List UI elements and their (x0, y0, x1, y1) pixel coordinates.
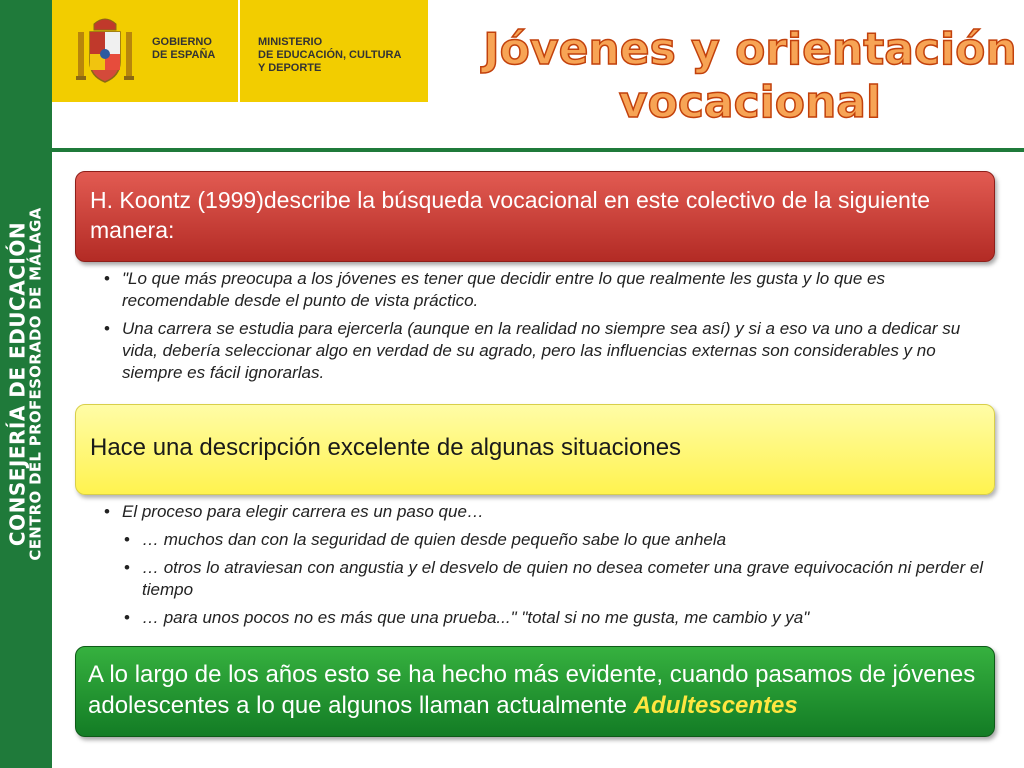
list-subitem: • … para unos pocos no es más que una prueba..." "total si no me gusta, me cambio y ya" (120, 607, 990, 629)
government-logo (52, 0, 428, 102)
list-subitem: • … otros lo atraviesan con angustia y el desvelo de quien no desea cometer una grave equivocación ni perder el tiempo (120, 557, 990, 601)
list-item: • El proceso para elegir carrera es un paso que… (100, 501, 990, 523)
situations-list (100, 501, 990, 635)
sidebar-title: CONSEJERÍA DE EDUCACIÓN (5, 221, 30, 547)
conclusion-box (75, 646, 995, 737)
coat-of-arms-icon (74, 14, 136, 88)
koontz-header-box (75, 171, 995, 262)
logo-ministerio-label: MINISTERIO DE EDUCACIÓN, CULTURA Y DEPORTE (258, 36, 402, 75)
situations-header-box (75, 404, 995, 495)
sidebar-text (5, 207, 45, 561)
list-item: • "Lo que más preocupa a los jóvenes es tener que decidir entre lo que realmente les gusta y lo que es recomendable desde el punto de vista práctico. (100, 268, 990, 312)
sidebar-band (0, 0, 52, 768)
logo-divider (238, 0, 240, 102)
logo-gobierno-text (152, 36, 215, 62)
page-title: Jóvenes y orientación vocacional (483, 24, 1017, 128)
sidebar-subtitle: CENTRO DEL PROFESORADO DE MÁLAGA (26, 207, 45, 561)
koontz-header-text: H. Koontz (1999)describe la búsqueda vocacional en este colectivo de la siguiente manera: (90, 187, 931, 243)
conclusion-text: A lo largo de los años esto se ha hecho más evidente, cuando pasamos de jóvenes adolescentes a lo que algunos llaman actualmente (88, 661, 976, 720)
list-subitem: • … muchos dan con la seguridad de quien desde pequeño sabe lo que anhela (120, 529, 990, 551)
logo-ministerio-text (258, 36, 401, 76)
koontz-quote-list (100, 268, 990, 390)
situations-header-text: Hace una descripción excelente de algunas situaciones (90, 434, 682, 461)
title-divider (52, 148, 1024, 152)
list-item: • Una carrera se estudia para ejercerla (aunque en la realidad no siempre sea así) y si a eso va uno a dedicar su vida, debería seleccionar algo en verdad de su agrado, pero las influencias externas son considerables y no siempre es fácil ignorarlas. (100, 318, 990, 384)
adultescentes-highlight: Adultescentes (633, 692, 798, 720)
logo-gobierno-label: GOBIERNO DE ESPAÑA (152, 36, 216, 62)
